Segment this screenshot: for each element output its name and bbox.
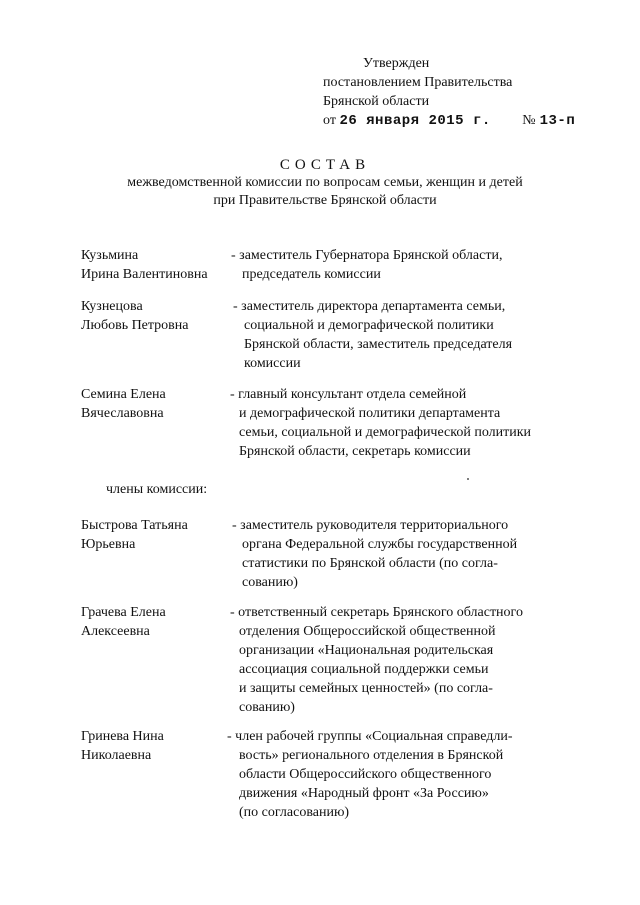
member-role: - главный консультант отдела семейной и демографической политики департамента семьи, социальной и демографической политики Брянской области, секретарь комиссии: [230, 387, 532, 459]
approval-line-resolution: постановлением Правительства: [323, 75, 513, 90]
member-role: - заместитель Губернатора Брянской области, председатель комиссии: [231, 248, 503, 282]
member-role: - заместитель директора департамента семьи, социальной и демографической политики Брянской области, заместитель председателя комиссии: [233, 299, 513, 371]
approval-line-approved: Утвержден: [363, 56, 430, 71]
scan-speck: [467, 478, 469, 480]
title-line-government: при Правительстве Брянской области: [213, 193, 437, 208]
member-role: - член рабочей группы «Социальная справедли- вость» регионального отделения в Брянской области Общероссийского общественного движения «Народный фронт «За Россию» (по согласованию): [227, 729, 513, 820]
title-line-commission: межведомственной комиссии по вопросам семьи, женщин и детей: [127, 175, 523, 190]
member-name: Кузьмина Ирина Валентиновна: [81, 248, 208, 282]
approval-line-region: Брянской области: [323, 94, 430, 109]
member-name: Семина Елена Вячеславовна: [81, 387, 166, 421]
title-heading: СОСТАВ: [279, 157, 371, 173]
member-role: - ответственный секретарь Брянского областного отделения Общероссийской общественной организации «Национальная родительская ассоциация социальной поддержки семьи и защиты семейных ценностей» (по согла- сованию): [230, 605, 523, 715]
member-name: Гринева Нина Николаевна: [81, 729, 164, 763]
members-section-label: члены комиссии:: [106, 482, 208, 497]
approval-number: 13-п: [539, 113, 576, 129]
member-name: Кузнецова Любовь Петровна: [81, 299, 189, 333]
approval-from-label: от: [323, 113, 336, 128]
approval-date: 26 января 2015 г.: [339, 113, 491, 129]
member-role: - заместитель руководителя территориального органа Федеральной службы государственной статистики по Брянской области (по согла- сованию): [232, 518, 518, 590]
approval-number-label: №: [522, 113, 536, 128]
member-name: Быстрова Татьяна Юрьевна: [81, 518, 188, 552]
member-name: Грачева Елена Алексеевна: [81, 605, 166, 639]
